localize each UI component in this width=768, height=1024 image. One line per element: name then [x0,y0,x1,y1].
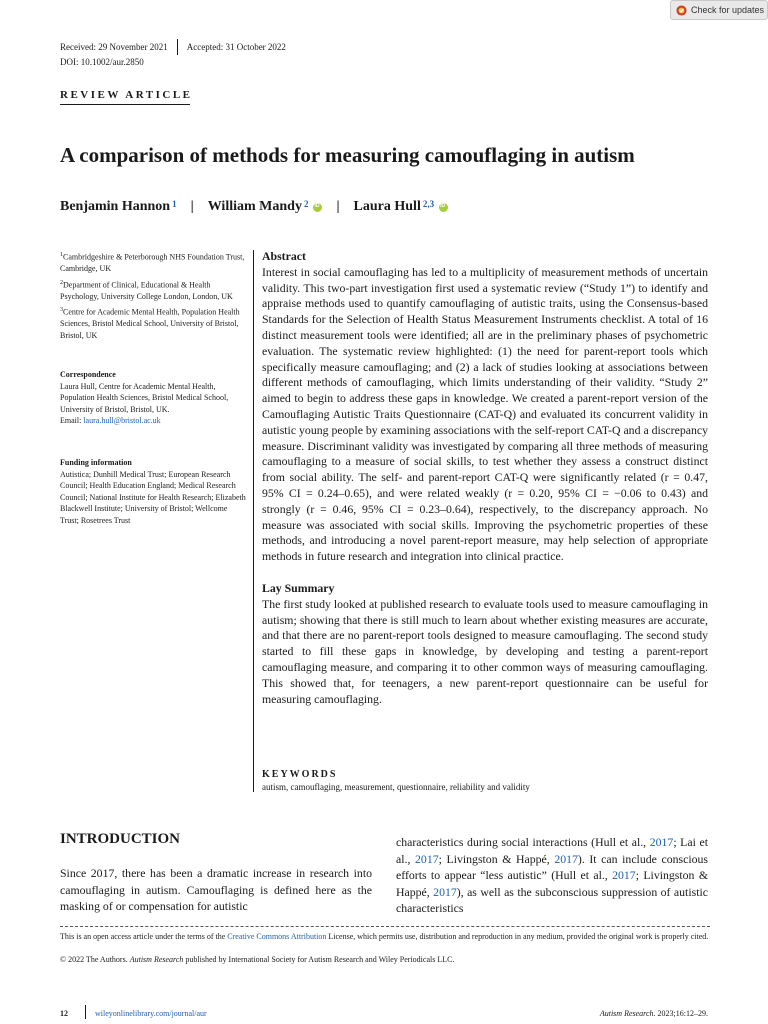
funding-heading: Funding information [60,458,132,467]
affiliations [60,250,246,341]
author-affiliation-ref[interactable]: 1 [172,199,177,209]
doi[interactable]: DOI: 10.1002/aur.2850 [60,57,144,67]
citation-link[interactable]: 2017 [415,851,439,866]
citation-link[interactable]: 2017 [433,884,457,899]
author-separator: | [336,199,340,214]
copyright-text: published by International Society for Autism Research and Wiley Periodicals LLC. [183,955,455,964]
footnote-divider [60,926,710,927]
intro-text: ). It can include conscious efforts to appear “less autistic” (Hull et al., [396,851,708,882]
crossmark-icon [676,5,687,16]
intro-text: ), as well as the subconscious suppression of autistic characteristics [396,884,708,915]
creative-commons-link[interactable]: Creative Commons Attribution [227,932,327,941]
introduction-heading: INTRODUCTION [60,831,181,847]
intro-text: ; Lai et al., [396,835,708,866]
meta-divider [177,39,178,55]
license-note [60,932,710,943]
journal-url-link[interactable]: wileyonlinelibrary.com/journal/aur [95,1009,207,1018]
accepted-date: Accepted: 31 October 2022 [186,42,286,52]
author-name[interactable]: William Mandy [207,199,302,214]
journal-citation [600,1009,708,1018]
author-name[interactable]: Laura Hull [353,199,421,214]
keywords-list: autism, camouflaging, measurement, questionnaire, reliability and validity [262,782,530,792]
received-accepted-line [60,39,286,55]
email-label: Email: [60,416,82,425]
copyright-note [60,955,454,964]
funding-information [60,457,246,526]
funding-text: Autistica; Dunhill Medical Trust; European Research Council; Health Education England; Medical Research Council; National Institute for Health Research; Elizabeth Blackwell Institute; University of Bristol; Wellcome Trust; Rosetrees Trust [60,469,246,525]
check-for-updates-button[interactable] [670,0,768,20]
copyright-journal: Autism Research [129,955,184,964]
author-list [60,199,448,215]
affiliation-number: 1 [60,252,63,258]
abstract-text: Interest in social camouflaging has led to a multiplicity of measurement methods of uncertain validity. This two-part investigation first used a systematic review (“Study 1”) to identify and appraise methods used to quantify camouflaging of autistic traits, using the Consensus-based Standards for the Selection of Health Status Measurement Instruments checklist. A total of 16 distinct measurement tools were identified; all are in the preliminary phases of psychometric evaluation. The systematic review highlighted: (1) the need for parent-report tools which specifically measure camouflaging; and (2) a lack of studies looking at associations between different methods of camouflaging, which limits understanding of their validity. “Study 2” aimed to begin to address these gaps in knowledge. We created a parent-report version of the Camouflaging Autistic Traits Questionnaire (CAT-Q) and evaluated its concurrent validity in autistic young people by examining associations with the self-report CAT-Q and a discrepancy measure. Discriminant validity was investigated by comparing all three methods of measuring camouflaging to a measure of social skills, to test whether they assess a construct distinct from social ability. The self- and parent-report CAT-Q were significantly related (r = 0.47, 95% CI = 0.24–0.65), and were related weakly (r = 0.20, 95% CI = −0.06 to 0.43) and strongly (r = 0.46, 95% CI = 0.23–0.64), respectively, to the discrepancy approach. No measure was associated with social skills. Improving the psychometric properties of these methods, and introducing a novel parent-report measure, may help selection of appropriate methods in future research and integration into clinical practice. [262,264,708,564]
correspondence-heading: Correspondence [60,370,116,379]
intro-text: characteristics during social interactions (Hull et al., [396,835,650,849]
lay-summary-heading: Lay Summary [262,580,335,595]
abstract-heading: Abstract [262,249,306,263]
journal-volume: 2023;16:12–29. [655,1009,708,1018]
page-number: 12 [60,1009,68,1018]
article-type-underline [60,104,190,105]
correspondence [60,369,246,427]
copyright-text: © 2022 The Authors. [60,955,130,964]
affiliation-number: 2 [60,279,63,286]
affiliation-text: Cambridgeshire & Peterborough NHS Foundation Trust, Cambridge, UK [60,252,245,274]
intro-text: ; Livingston & Happé, [396,868,708,899]
article-type: REVIEW ARTICLE [60,89,193,101]
orcid-icon[interactable] [313,203,322,212]
column-divider [253,250,254,792]
author-affiliation-ref[interactable]: 2 [303,199,309,209]
check-for-updates-label: Check for updates [691,5,765,15]
abstract-section [262,249,708,707]
citation-link[interactable]: 2017 [649,835,674,849]
license-text: License, which permits use, distribution and reproduction in any medium, provided the original work is properly cited. [326,932,709,941]
affiliation-text: Department of Clinical, Educational & Health Psychology, University College London, London, UK [60,280,233,301]
orcid-icon[interactable] [439,203,448,212]
introduction-right-column [396,834,708,917]
lay-summary-text: The first study looked at published research to evaluate tools used to measure camouflaging in autism; showing that there is still much to learn about whether existing measures are accurate, and that there are no parent-report tools designed to measure camouflaging. The second study started to fill these gaps in knowledge, by developing and testing a parent-report camouflaging measure, and comparing it to other common ways of measuring camouflaging. This showed that, for teenagers, a new parent-report questionnaire can be useful for measuring camouflaging. [262,596,708,706]
introduction-paragraph: Since 2017, there has been a dramatic increase in research into camouflaging in autism. Camouflaging is defined here as the masking of or compensation for autistic [60,866,372,913]
author-separator: | [190,199,194,214]
author-affiliation-ref[interactable]: 2,3 [422,199,435,209]
journal-name: Autism Research. [599,1009,656,1018]
email-link[interactable]: laura.hull@bristol.ac.uk [83,416,161,425]
author-name[interactable]: Benjamin Hannon [60,199,171,214]
received-date: Received: 29 November 2021 [60,42,168,52]
affiliation-text: Centre for Academic Mental Health, Population Health Sciences, Bristol Medical School, University of Bristol, Bristol, UK [60,307,240,340]
introduction-left-column [60,865,372,915]
keywords-heading: KEYWORDS [262,769,338,780]
correspondence-text: Laura Hull, Centre for Academic Mental Health, Population Health Sciences, Bristol Medical School, University of Bristol, Bristol, UK. [60,381,229,414]
license-text: This is an open access article under the terms of the [60,932,228,941]
footer-divider [85,1005,86,1019]
intro-text: ; Livingston & Happé, [438,851,555,866]
citation-link[interactable]: 2017 [554,851,578,866]
affiliation-number: 3 [60,307,63,314]
citation-link[interactable]: 2017 [612,868,636,882]
article-title: A comparison of methods for measuring camouflaging in autism [60,143,635,167]
